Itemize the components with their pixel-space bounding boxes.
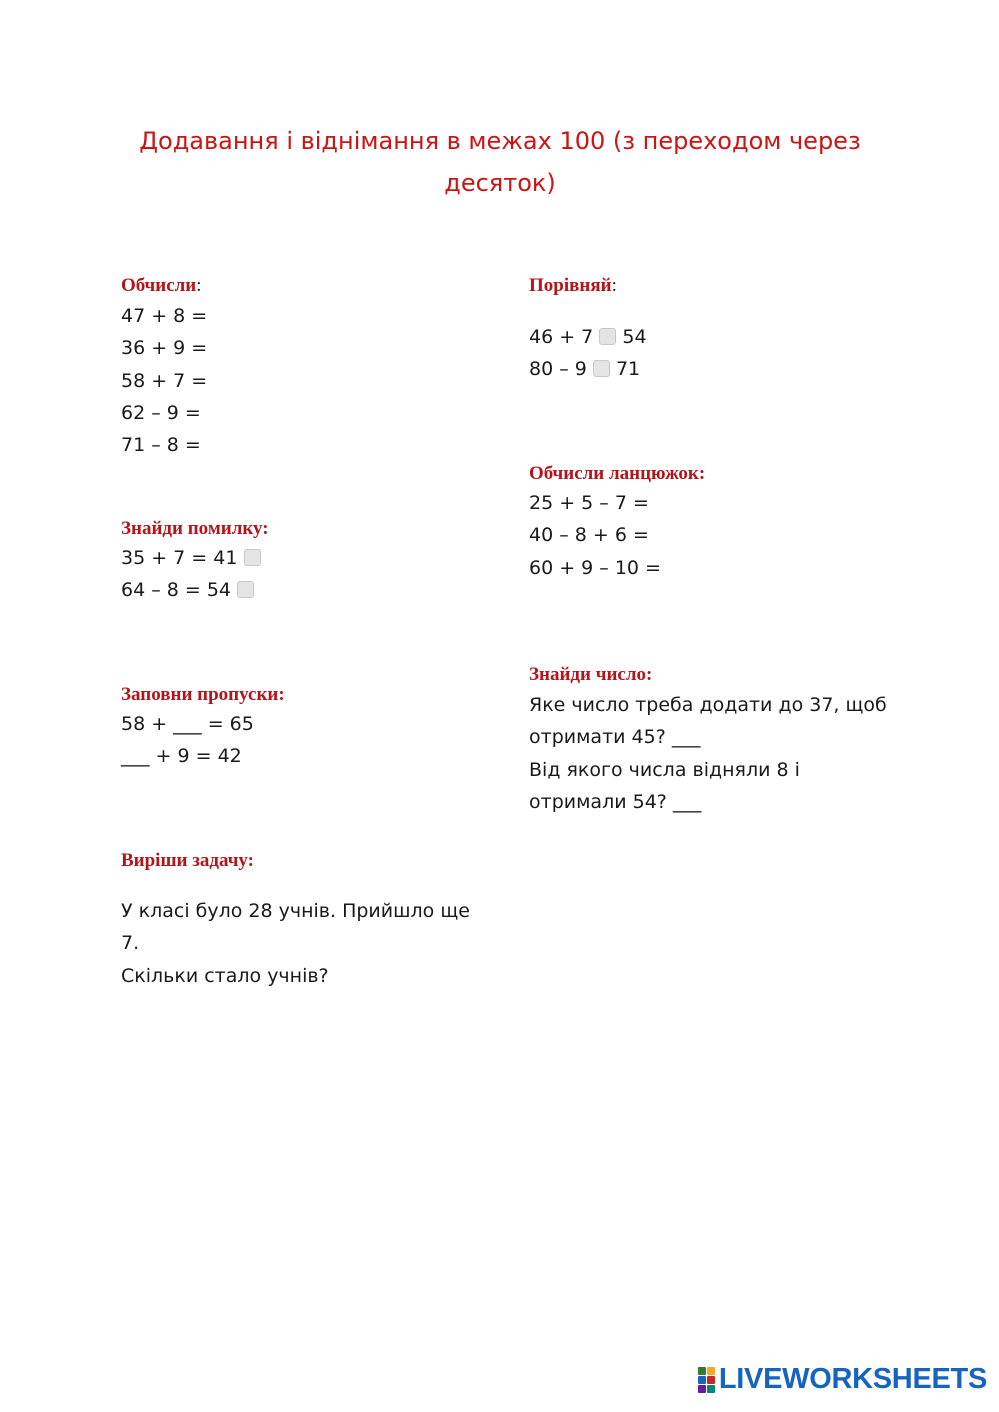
exercise-line: 58 + 7 = [121,369,208,392]
text-line: 7. [121,932,140,955]
text-line: Від якого числа відняли 8 і [529,758,800,781]
compare-answer-box[interactable] [593,360,610,377]
problem-text [121,895,470,992]
exercise-line: 47 + 8 = [121,305,208,327]
error-line: 35 + 7 = 41 [121,542,261,574]
exercise-line: ___ + 9 = 42 [121,745,242,768]
compare-line: 80 – 9 71 [529,358,641,381]
exercise-line: 40 – 8 + 6 = [529,524,649,547]
exercise-line: 58 + ___ = 65 [121,713,254,735]
fill-blanks-list [121,708,254,773]
error-check-box[interactable] [237,581,254,598]
compare-answer-box[interactable] [599,328,616,345]
logo-square [698,1376,706,1384]
logo-square [707,1376,715,1384]
exercise-line: 71 – 8 = [121,434,201,457]
text-line: Скільки стало учнів? [121,964,329,987]
exercise-line: 60 + 9 – 10 = [529,556,661,579]
error-line: 64 – 8 = 54 [121,574,261,606]
exercise-line: 25 + 5 – 7 = [529,492,649,514]
chain-list [529,487,661,584]
heading-compare: Порівняй: [529,275,617,296]
heading-find-error: Знайди помилку: [121,518,269,539]
text-line: отримали 54? ___ [529,790,702,813]
logo-square [698,1385,706,1393]
text-line: У класі було 28 учнів. Прийшло ще [121,900,470,922]
heading-solve-problem: Виріши задачу: [121,850,254,871]
exercise-line: 62 – 9 = [121,401,201,424]
logo-square [707,1385,715,1393]
compare-list [529,321,647,386]
heading-fill-blanks: Заповни пропуски: [121,684,285,705]
find-number-list [529,689,887,818]
heading-calculate: Обчисли: [121,275,202,296]
heading-find-number: Знайди число: [529,664,653,685]
logo-square [698,1367,706,1375]
error-check-box[interactable] [244,549,261,566]
worksheet-title: Додавання і віднімання в межах 100 (з переходом через десяток) [139,127,861,197]
calculate-list [121,300,207,461]
error-list [121,542,261,607]
text-line: отримати 45? ___ [529,726,701,749]
liveworksheets-logo [698,1363,987,1396]
logo-square [707,1367,715,1375]
exercise-line: 36 + 9 = [121,337,208,360]
text-line: Яке число треба додати до 37, щоб [529,694,887,716]
logo-mark-icon [698,1367,715,1393]
compare-line: 46 + 7 54 [529,326,647,348]
logo-text: LIVEWORKSHEETS [718,1363,987,1395]
heading-chain: Обчисли ланцюжок: [529,463,706,484]
